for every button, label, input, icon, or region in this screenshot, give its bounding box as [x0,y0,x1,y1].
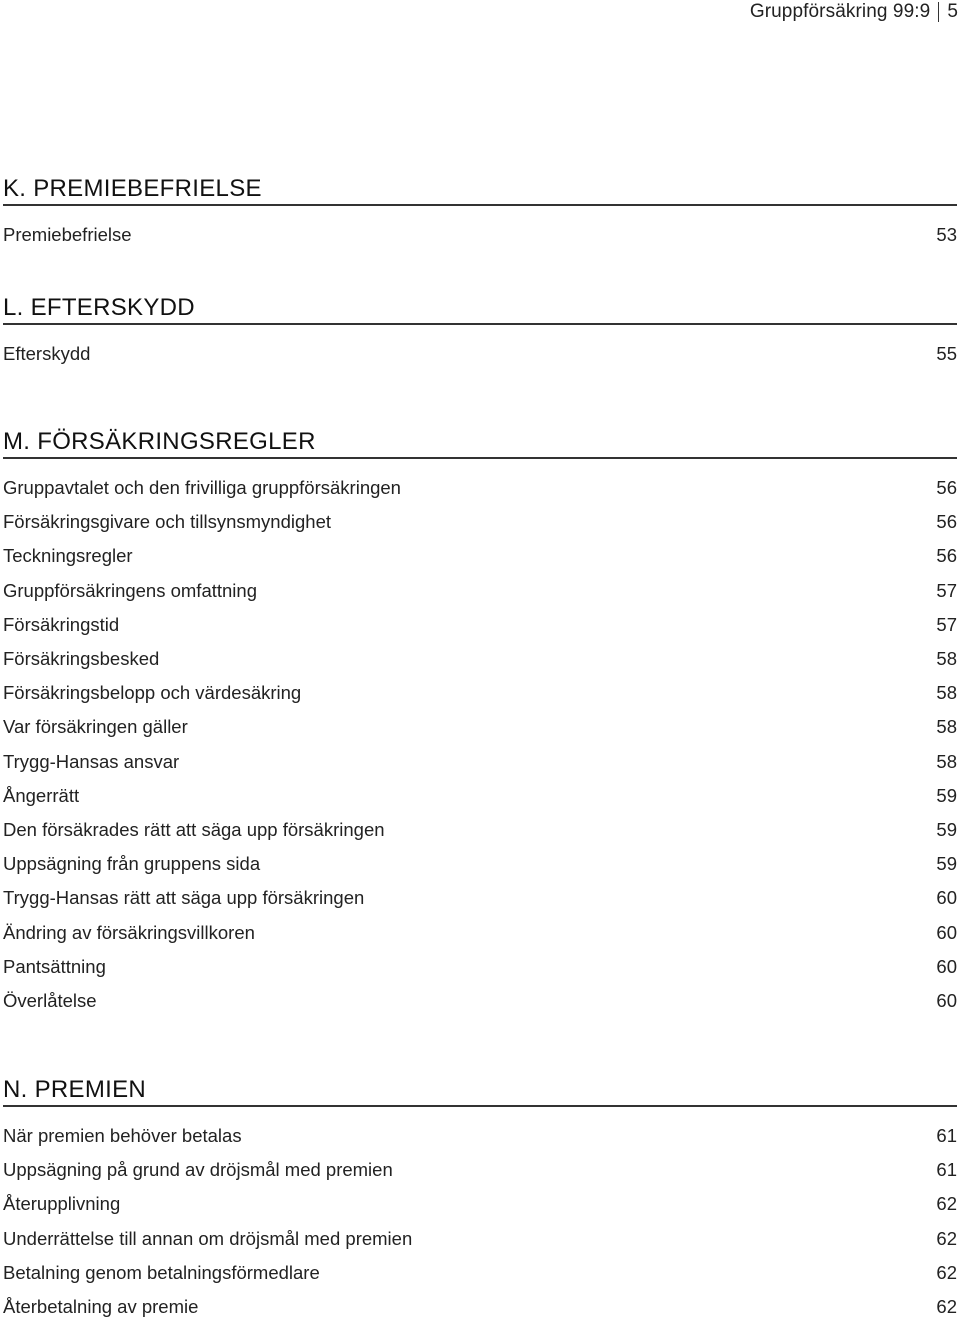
toc-entry-page: 60 [936,887,957,909]
toc-entry[interactable] [3,1187,957,1221]
toc-entry[interactable] [3,505,957,539]
toc-entry-page: 60 [936,955,957,977]
toc-section-l [3,293,957,371]
section-title: L. EFTERSKYDD [3,293,957,325]
section-title: M. FÖRSÄKRINGSREGLER [3,427,957,459]
toc-entry-page: 59 [936,784,957,806]
toc-entry-label: Betalning genom betalningsförmedlare [3,1261,320,1283]
toc-list [3,218,957,252]
toc-entry-label: Trygg-Hansas ansvar [3,750,180,772]
toc-entry-label: Premiebefrielse [3,224,132,246]
toc-entry-label: Överlåtelse [3,989,97,1011]
toc-entry[interactable] [3,779,957,813]
header-divider [938,2,939,22]
toc-entry-label: Teckningsregler [3,545,133,567]
toc-entry-label: Återbetalning av premie [3,1296,199,1318]
toc-entry-page: 61 [936,1125,957,1147]
toc-entry-label: Gruppförsäkringens omfattning [3,579,257,601]
toc-entry-page: 56 [936,477,957,499]
toc-entry-label: Försäkringsbelopp och värdesäkring [3,682,302,704]
toc-entry-page: 62 [936,1296,957,1318]
toc-section-n [3,1075,957,1324]
toc-entry-page: 53 [936,224,957,246]
toc-entry-label: När premien behöver betalas [3,1125,242,1147]
toc-entry[interactable] [3,471,957,505]
toc-entry[interactable] [3,608,957,642]
toc-entry-page: 58 [936,716,957,738]
toc-entry-page: 60 [936,989,957,1011]
toc-entry-label: Försäkringsgivare och tillsynsmyndighet [3,511,331,533]
toc-entry[interactable] [3,915,957,949]
toc-entry-label: Var försäkringen gäller [3,716,188,738]
toc-entry-page: 57 [936,613,957,635]
section-title: K. PREMIEBEFRIELSE [3,174,957,206]
toc-entry[interactable] [3,745,957,779]
toc-entry-label: Den försäkrades rätt att säga upp försäkringen [3,818,385,840]
toc-entry[interactable] [3,710,957,744]
toc-entry-label: Försäkringstid [3,613,120,635]
toc-entry-page: 62 [936,1227,957,1249]
toc-entry-label: Försäkringsbesked [3,648,160,670]
page-number: 5 [947,1,958,22]
toc-entry-page: 62 [936,1193,957,1215]
toc-entry[interactable] [3,539,957,573]
toc-entry-page: 57 [936,579,957,601]
toc-entry-page: 56 [936,511,957,533]
toc-entry-label: Pantsättning [3,955,106,977]
toc-entry-label: Uppsägning från gruppens sida [3,853,261,875]
toc-entry[interactable] [3,676,957,710]
toc-entry[interactable] [3,1222,957,1256]
toc-section-m [3,427,957,1018]
toc-entry-label: Underrättelse till annan om dröjsmål med premien [3,1227,413,1249]
toc-entry-page: 62 [936,1261,957,1283]
toc-entry-page: 58 [936,682,957,704]
toc-entry-label: Återupplivning [3,1193,121,1215]
toc-entry-label: Uppsägning på grund av dröjsmål med premien [3,1159,393,1181]
toc-entry-label: Ångerrätt [3,784,80,806]
toc-entry[interactable] [3,337,957,371]
toc-list [3,337,957,371]
toc-entry-page: 58 [936,648,957,670]
toc-entry[interactable] [3,642,957,676]
toc-entry-page: 59 [936,853,957,875]
section-title: N. PREMIEN [3,1075,957,1107]
toc-entry-label: Gruppavtalet och den frivilliga gruppförsäkringen [3,477,401,499]
toc-entry-label: Efterskydd [3,343,91,365]
toc-entry[interactable] [3,813,957,847]
toc-entry[interactable] [3,881,957,915]
toc-entry[interactable] [3,574,957,608]
toc-entry-label: Ändring av försäkringsvillkoren [3,921,255,943]
toc-list [3,1119,957,1324]
toc-entry[interactable] [3,1256,957,1290]
toc-entry[interactable] [3,950,957,984]
toc-entry[interactable] [3,218,957,252]
document-title: Gruppförsäkring 99:9 [749,1,931,22]
toc-entry-page: 60 [936,921,957,943]
toc-entry-label: Trygg-Hansas rätt att säga upp försäkringen [3,887,365,909]
toc-entry-page: 61 [936,1159,957,1181]
toc-entry-page: 58 [936,750,957,772]
toc-entry-page: 59 [936,818,957,840]
toc-list [3,471,957,1018]
toc-entry-page: 55 [936,343,957,365]
toc-entry-page: 56 [936,545,957,567]
toc-entry[interactable] [3,1119,957,1153]
page-header [750,0,958,24]
toc-entry[interactable] [3,847,957,881]
toc-entry[interactable] [3,1153,957,1187]
toc-section-k [3,174,957,252]
toc-entry[interactable] [3,984,957,1018]
